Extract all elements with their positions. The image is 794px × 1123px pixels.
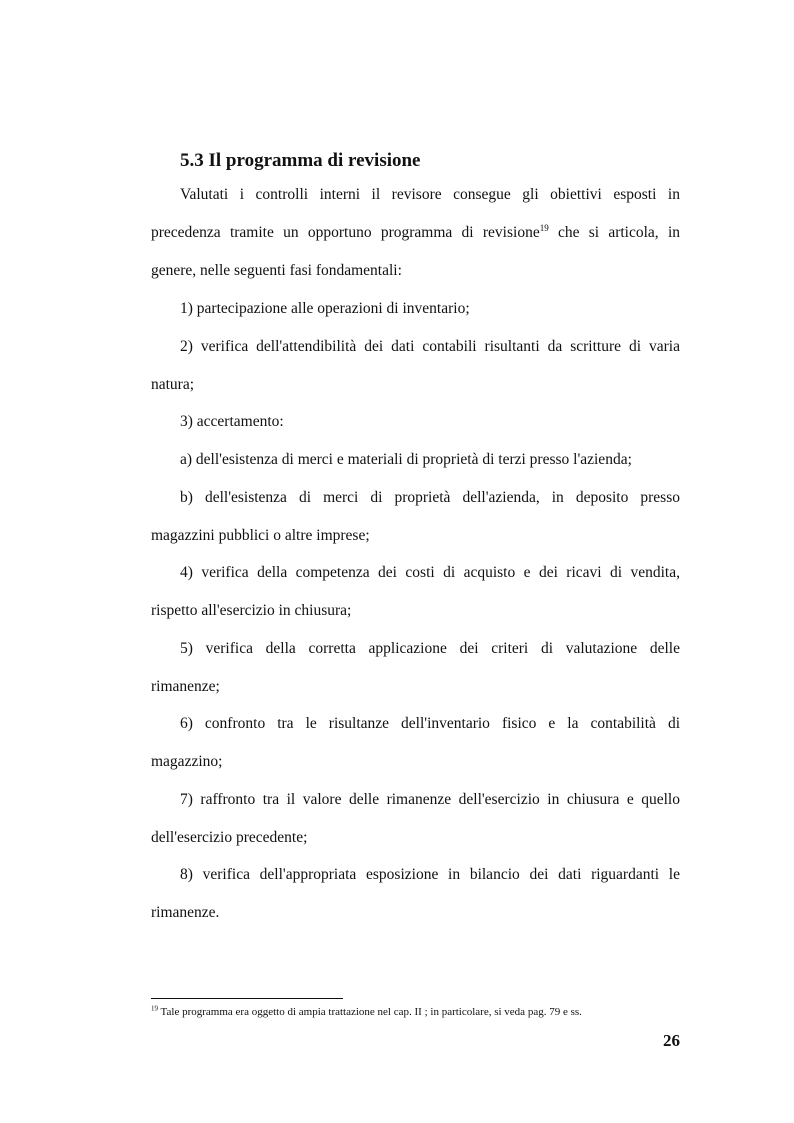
paragraph-8-line-2: rimanenze;: [151, 678, 220, 695]
page-number: 26: [663, 1031, 680, 1050]
paragraph-8-line-1: 5) verifica della corretta applicazione dei criteri di valutazione delle: [180, 640, 680, 657]
paragraph-4-line-1: 3) accertamento:: [180, 413, 284, 430]
paragraph-2-line-1: 1) partecipazione alle operazioni di inventario;: [180, 300, 470, 317]
footnote-number: 19: [151, 1004, 158, 1013]
paragraph-3-line-1: 2) verifica dell'attendibilità dei dati contabili risultanti da scritture di varia: [180, 338, 680, 355]
section-title: 5.3 Il programma di revisione: [180, 150, 421, 171]
paragraph-9-line-1: 6) confronto tra le risultanze dell'inventario fisico e la contabilità di: [180, 715, 680, 732]
paragraph-1-line-1: Valutati i controlli interni il revisore consegue gli obiettivi esposti in: [180, 186, 680, 203]
paragraph-7-line-2: rispetto all'esercizio in chiusura;: [151, 602, 352, 619]
paragraph-10-line-2: dell'esercizio precedente;: [151, 829, 308, 846]
paragraph-6-line-1: b) dell'esistenza di merci di proprietà dell'azienda, in deposito presso: [180, 489, 680, 506]
paragraph-9-line-2: magazzino;: [151, 753, 223, 770]
paragraph-7-line-1: 4) verifica della competenza dei costi di acquisto e dei ricavi di vendita,: [180, 564, 680, 581]
paragraph-1-line-3: genere, nelle seguenti fasi fondamentali:: [151, 262, 402, 279]
paragraph-11-line-2: rimanenze.: [151, 904, 220, 921]
footnote-divider: [151, 998, 343, 999]
paragraph-1-line-2-text: precedenza tramite un opportuno programma di revisione: [151, 224, 540, 241]
paragraph-1-line-2-tail: che si articola, in: [548, 224, 681, 241]
footnote-text: Tale programma era oggetto di ampia trattazione nel cap. II ; in particolare, si veda pag. 79 e ss.: [158, 1006, 582, 1018]
paragraph-1-line-2: [151, 223, 680, 243]
paragraph-10-line-1: 7) raffronto tra il valore delle rimanenze dell'esercizio in chiusura e quello: [180, 791, 680, 808]
footnote: [151, 1006, 582, 1018]
paragraph-11-line-1: 8) verifica dell'appropriata esposizione in bilancio dei dati riguardanti le: [180, 866, 680, 883]
paragraph-3-line-2: natura;: [151, 376, 195, 393]
paragraph-6-line-2: magazzini pubblici o altre imprese;: [151, 527, 370, 544]
paragraph-5-line-1: a) dell'esistenza di merci e materiali di proprietà di terzi presso l'azienda;: [180, 451, 632, 468]
footnote-reference: 19: [539, 222, 549, 233]
